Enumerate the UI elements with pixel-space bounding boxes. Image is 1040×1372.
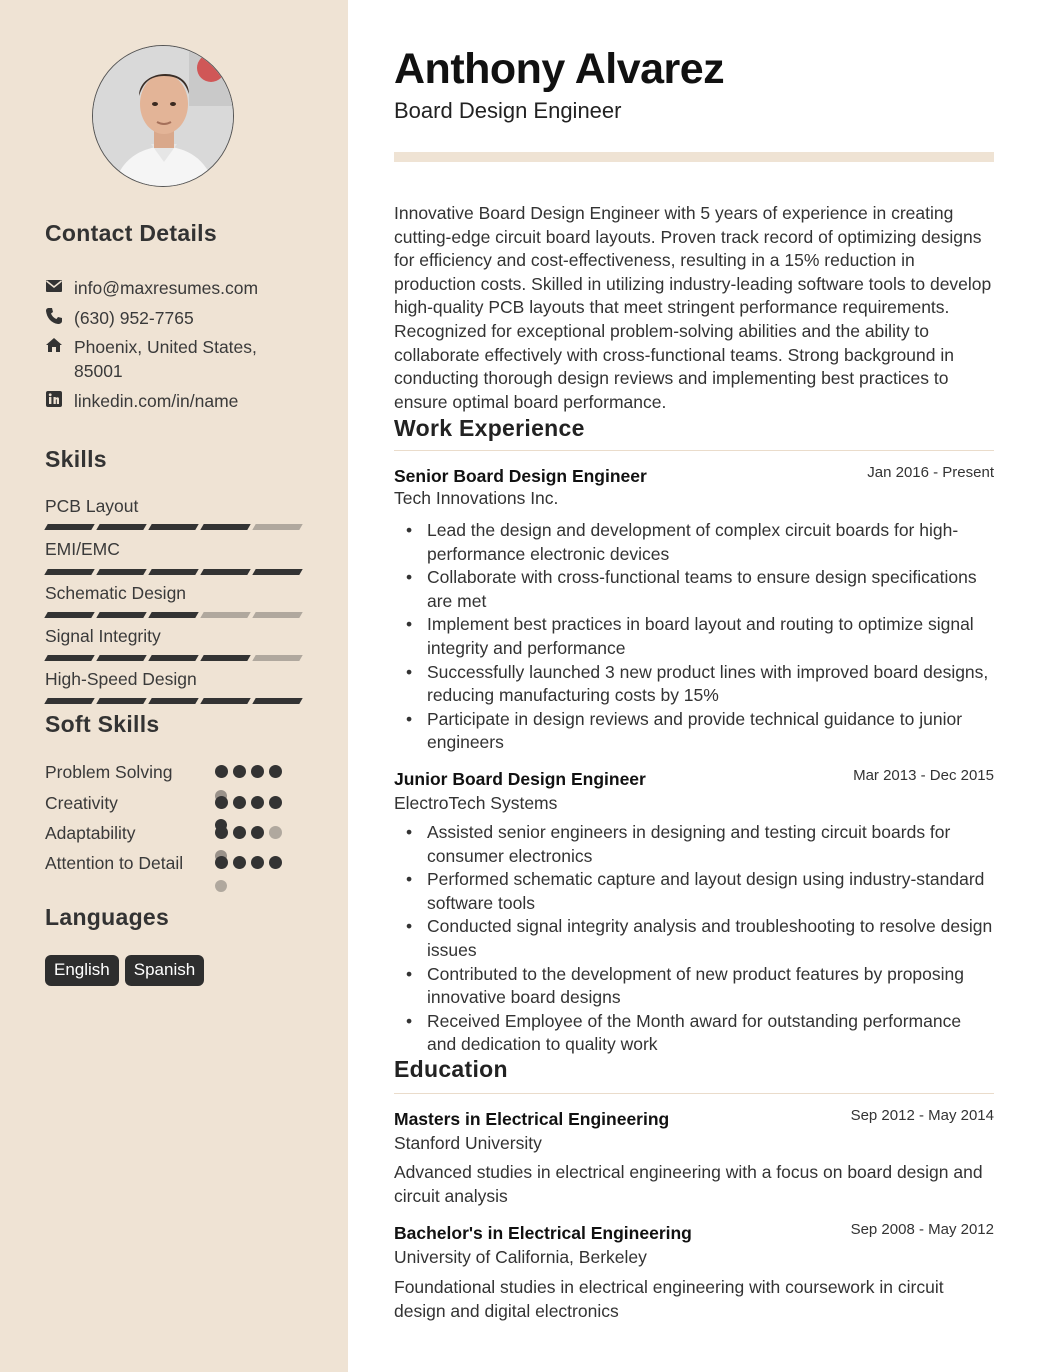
skill-segment-filled	[148, 655, 198, 661]
rating-dot-filled	[269, 796, 282, 809]
rating-dot-filled	[215, 765, 228, 778]
job-bullet: • Implement best practices in board layout and routing to optimize signal integrity and performance	[427, 613, 994, 660]
skill-segment-filled	[96, 569, 146, 575]
soft-skill-dots	[215, 796, 282, 809]
skill-segment-empty	[252, 524, 302, 530]
skill-segment-filled	[96, 524, 146, 530]
skill-rating-bar	[46, 524, 301, 530]
header-divider	[394, 152, 994, 162]
skill-segment-filled	[148, 524, 198, 530]
soft-skill-label: Problem Solving	[45, 762, 173, 782]
job-title: Senior Board Design Engineer	[394, 466, 647, 486]
skill-segment-empty	[200, 612, 250, 618]
rating-dot-filled	[251, 826, 264, 839]
linkedin-icon	[45, 390, 63, 408]
decorative-dot	[215, 880, 227, 892]
degree-dates: Sep 2012 - May 2014	[850, 1107, 994, 1124]
skill-segment-filled	[148, 569, 198, 575]
degree-title: Masters in Electrical Engineering	[394, 1109, 670, 1129]
skill-rating-bar	[46, 569, 301, 575]
job-bullet: • Received Employee of the Month award for outstanding performance and dedication to quality work	[427, 1010, 994, 1057]
school-name: University of California, Berkeley	[394, 1247, 647, 1267]
email-icon	[45, 277, 63, 295]
contact-email-text: info@maxresumes.com	[74, 278, 259, 298]
skill-rating-bar	[46, 612, 301, 618]
skill-segment-filled	[148, 698, 198, 704]
skill-segment-filled	[44, 524, 94, 530]
degree-dates: Sep 2008 - May 2012	[850, 1221, 994, 1238]
skill-segment-filled	[44, 698, 94, 704]
skills-heading: Skills	[45, 446, 107, 472]
rating-dot-filled	[233, 796, 246, 809]
rating-dot-filled	[215, 796, 228, 809]
work-heading: Work Experience	[394, 415, 585, 441]
soft-skills-heading: Soft Skills	[45, 711, 160, 737]
soft-skill-label: Creativity	[45, 793, 118, 813]
skill-segment-filled	[96, 698, 146, 704]
contact-heading: Contact Details	[45, 220, 217, 246]
degree-description: Foundational studies in electrical engineering with coursework in circuit design and digital electronics	[394, 1277, 944, 1321]
skill-segment-filled	[200, 524, 250, 530]
job-dates: Jan 2016 - Present	[867, 464, 994, 481]
job-dates: Mar 2013 - Dec 2015	[853, 767, 994, 784]
job-bullets	[394, 821, 994, 1057]
degree-description: Advanced studies in electrical engineering with a focus on board design and circuit analysis	[394, 1162, 983, 1206]
skill-rating-bar	[46, 698, 301, 704]
language-list	[45, 955, 204, 986]
job-bullet: • Assisted senior engineers in designing and testing circuit boards for consumer electronics	[427, 821, 994, 868]
school-name: Stanford University	[394, 1133, 542, 1153]
contact-linkedin-text: linkedin.com/in/name	[74, 391, 239, 411]
rating-dot-filled	[251, 765, 264, 778]
skill-label: PCB Layout	[45, 496, 139, 516]
degree-title: Bachelor's in Electrical Engineering	[394, 1223, 692, 1243]
rating-dot-filled	[251, 856, 264, 869]
section-divider	[394, 450, 994, 451]
rating-dot-filled	[251, 796, 264, 809]
job-bullet: • Conducted signal integrity analysis and troubleshooting to resolve design issues	[427, 915, 994, 962]
soft-skill-label: Attention to Detail	[45, 853, 184, 873]
job-bullet: • Lead the design and development of complex circuit boards for high-performance electronic devices	[427, 519, 994, 566]
language-badge: English	[45, 955, 119, 986]
rating-dot-empty	[269, 826, 282, 839]
rating-dot-filled	[269, 856, 282, 869]
profile-photo	[93, 46, 234, 187]
rating-dot-filled	[215, 826, 228, 839]
rating-dot-filled	[215, 856, 228, 869]
rating-dot-filled	[233, 765, 246, 778]
skill-segment-filled	[44, 655, 94, 661]
summary: Innovative Board Design Engineer with 5 years of experience in creating cutting-edge circuit board layouts. Proven track record of optimizing designs for efficiency and cost-effectiveness, resulting in a 15% reduction in production costs. Skilled in utilizing industry-leading software tools to develop high-quality PCB layouts that meet stringent performance requirements. Recognized for exceptional problem-solving abilities and the ability to collaborate effectively with cross-functional teams. Strong background in conducting thorough design reviews and implementing best practices to ensure optimal board performance.	[394, 203, 992, 412]
job-bullet: • Contributed to the development of new product features by proposing innovative board designs	[427, 963, 994, 1010]
skill-segment-filled	[252, 569, 302, 575]
skill-segment-empty	[252, 655, 302, 661]
soft-skill-dots	[215, 826, 282, 839]
job-bullet: • Collaborate with cross-functional teams to ensure design specifications are met	[427, 566, 994, 613]
contact-phone-text: (630) 952-7765	[74, 308, 194, 328]
sidebar	[0, 0, 348, 1372]
skill-segment-filled	[252, 698, 302, 704]
education-heading: Education	[394, 1056, 508, 1082]
job-bullets	[394, 519, 994, 755]
contact-address-text: Phoenix, United States, 85001	[74, 337, 257, 381]
skill-segment-filled	[96, 655, 146, 661]
skill-segment-filled	[200, 698, 250, 704]
skill-segment-filled	[96, 612, 146, 618]
job-bullet: • Successfully launched 3 new product lines with improved board designs, reducing manufacturing costs by 15%	[427, 661, 994, 708]
contact-address	[45, 335, 305, 383]
section-divider	[394, 1093, 994, 1094]
avatar	[92, 45, 234, 187]
candidate-title: Board Design Engineer	[394, 98, 622, 123]
candidate-name: Anthony Alvarez	[394, 45, 725, 93]
soft-skill-dots	[215, 856, 282, 869]
skill-rating-bar	[46, 655, 301, 661]
rating-dot-filled	[233, 826, 246, 839]
skill-segment-filled	[44, 569, 94, 575]
skill-segment-empty	[252, 612, 302, 618]
skill-segment-filled	[200, 655, 250, 661]
job-title: Junior Board Design Engineer	[394, 769, 646, 789]
language-badge: Spanish	[125, 955, 204, 986]
skill-segment-filled	[148, 612, 198, 618]
languages-heading: Languages	[45, 904, 170, 930]
rating-dot-filled	[269, 765, 282, 778]
contact-linkedin[interactable]	[45, 389, 305, 413]
skill-label: EMI/EMC	[45, 539, 120, 559]
soft-skill-label: Adaptability	[45, 823, 136, 843]
contact-phone[interactable]	[45, 306, 305, 330]
job-company: Tech Innovations Inc.	[394, 488, 559, 508]
skill-segment-filled	[44, 612, 94, 618]
job-company: ElectroTech Systems	[394, 793, 558, 813]
phone-icon	[45, 307, 63, 325]
rating-dot-filled	[233, 856, 246, 869]
skill-label: Schematic Design	[45, 583, 187, 603]
home-icon	[45, 336, 63, 354]
job-bullet: • Performed schematic capture and layout design using industry-standard software tools	[427, 868, 994, 915]
skill-segment-filled	[200, 569, 250, 575]
contact-email[interactable]	[45, 276, 305, 300]
skill-label: Signal Integrity	[45, 626, 161, 646]
job-bullet: • Participate in design reviews and provide technical guidance to junior engineers	[427, 708, 994, 755]
soft-skill-dots	[215, 765, 282, 778]
skill-label: High-Speed Design	[45, 669, 197, 689]
